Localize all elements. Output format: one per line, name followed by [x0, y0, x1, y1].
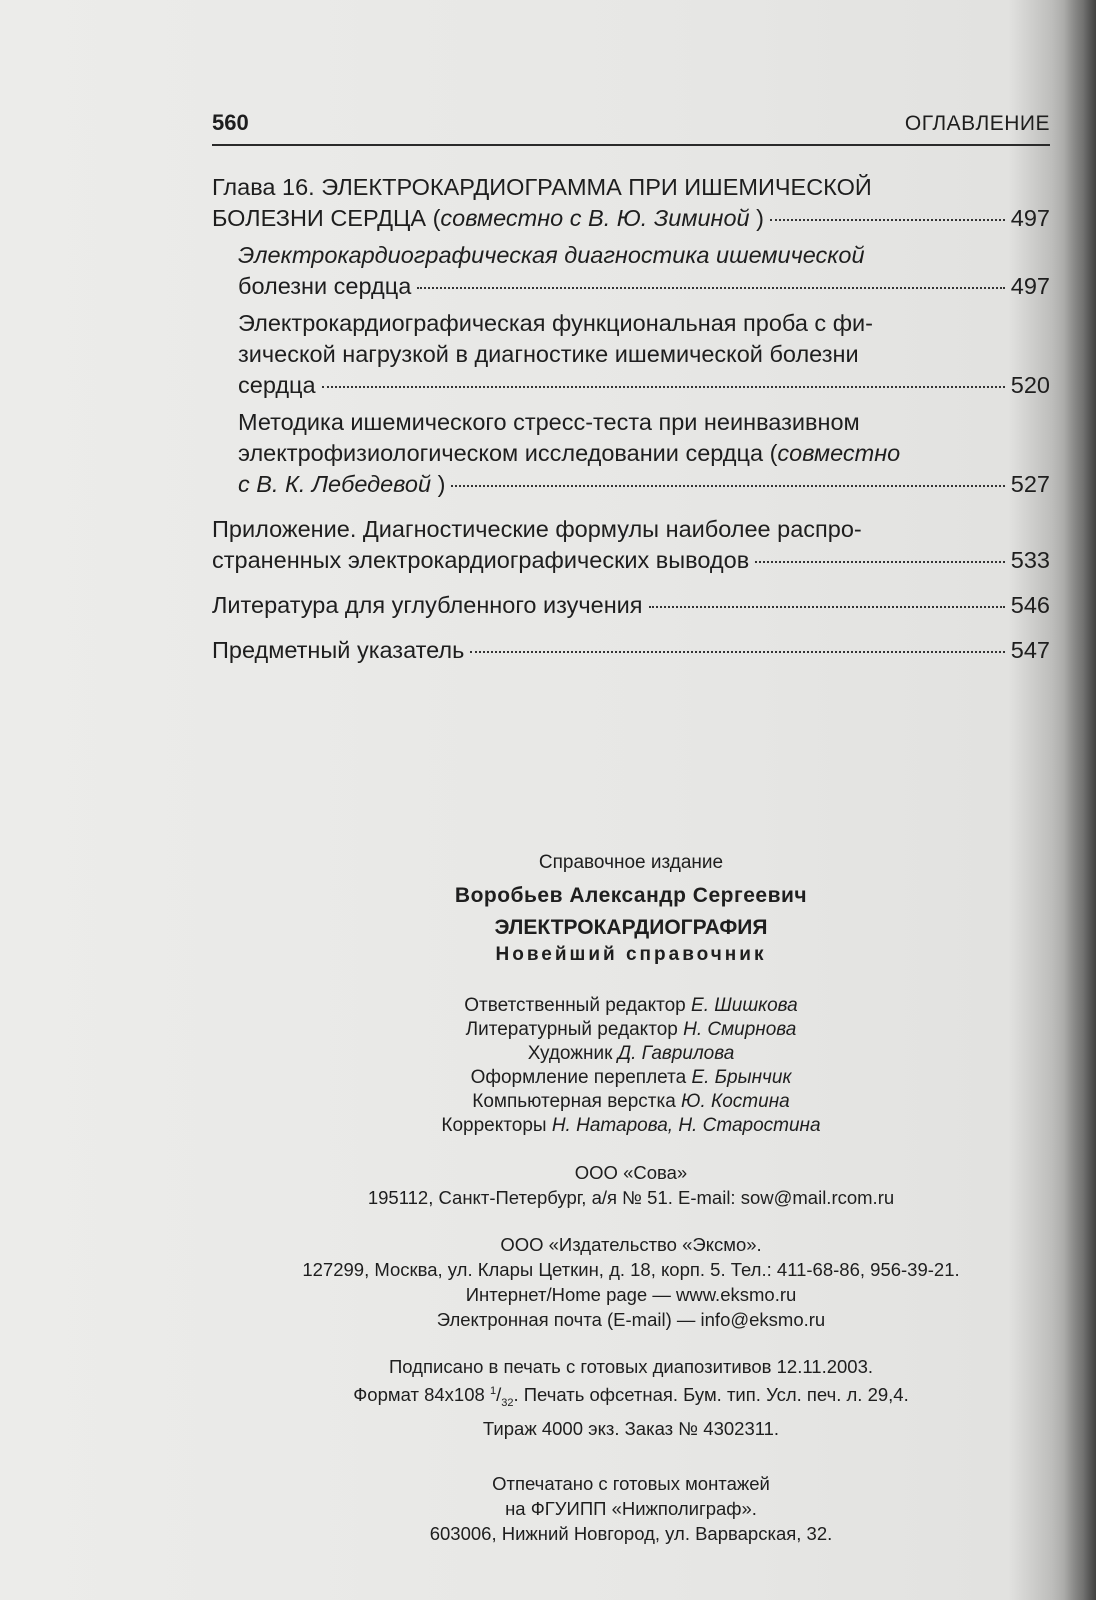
toc-entry-last-line — [212, 203, 1050, 234]
credit-role: Литературный редактор — [465, 1019, 684, 1040]
dot-leader — [649, 606, 1005, 608]
toc-coauthor: совместно с В. Ю. Зиминой — [440, 205, 750, 231]
credit-line — [212, 1066, 1050, 1090]
format-fraction-bottom: 32 — [501, 1396, 514, 1409]
toc-coauthor: совместно — [777, 440, 901, 466]
credit-name: Н. Натарова, Н. Старостина — [551, 1115, 821, 1136]
author-name: Воробьев Александр Сергеевич — [454, 884, 808, 907]
format-text: . Печать офсетная. Бум. тип. Усл. печ. л. 29,4. — [513, 1384, 909, 1406]
toc-text: электрофизиологическом исследовании сердца ( — [238, 440, 778, 466]
credit-role: Оформление переплета — [470, 1067, 692, 1088]
dot-leader — [470, 651, 1004, 653]
credit-name: Ю. Костина — [681, 1091, 790, 1112]
toc-entry-appendix — [212, 514, 1050, 576]
toc-entry-line: Приложение. Диагностические формулы наиболее распро- — [212, 516, 862, 542]
toc-entry-last-line — [212, 545, 1050, 576]
toc-text: ) — [431, 471, 446, 497]
toc-entry-last-line — [238, 271, 1050, 302]
print-run: Тираж 4000 экз. Заказ № 4302311. — [482, 1417, 780, 1439]
publisher-address: 127299, Москва, ул. Клары Цеткин, д. 18, корп. 5. Тел.: 411-68-86, 956-39-21. — [302, 1259, 960, 1280]
toc-entry-last-line — [212, 590, 1050, 621]
toc-entry-line: зической нагрузкой в диагностике ишемической болезни — [238, 341, 859, 367]
publisher-sova — [212, 1160, 1050, 1210]
toc-entry-last-line — [238, 469, 1050, 500]
credits-list — [212, 994, 1050, 1138]
toc-entry-literature — [212, 590, 1050, 621]
toc-entry-ischemic-stress-method — [212, 407, 1050, 500]
credit-line — [212, 1114, 1050, 1138]
toc-entry-last-line — [212, 635, 1050, 666]
edition-kind: Справочное издание — [538, 852, 724, 873]
toc-entry-chapter-16 — [212, 172, 1050, 234]
credit-name: Е. Брынчик — [691, 1067, 792, 1088]
credit-role: Корректоры — [441, 1115, 552, 1136]
running-header — [212, 108, 1050, 146]
credit-role: Компьютерная верстка — [472, 1091, 682, 1112]
toc-entry-line — [238, 438, 1050, 469]
toc-text: БОЛЕЗНИ СЕРДЦА ( — [212, 205, 441, 231]
credit-name: Е. Шишкова — [691, 995, 798, 1016]
toc-page-number: 497 — [1010, 273, 1050, 299]
toc-entry-text: Предметный указатель — [212, 637, 465, 663]
dot-leader — [322, 386, 1005, 388]
credit-line — [212, 1042, 1050, 1066]
book-subtitle: Новейший справочник — [495, 944, 767, 965]
toc-entry-text — [238, 469, 445, 500]
credit-role: Художник — [527, 1043, 618, 1064]
imprint-block — [212, 852, 1050, 1546]
credit-name: Д. Гаврилова — [617, 1043, 735, 1064]
signed-to-print: Подписано в печать с готовых диапозитивов 12.11.2003. — [389, 1356, 873, 1377]
dot-leader — [451, 485, 1004, 487]
toc-page-number: 497 — [1010, 205, 1050, 231]
credit-line — [212, 1018, 1050, 1042]
toc-page-number: 547 — [1010, 637, 1050, 663]
toc-entry-text: страненных электрокардиографических выводов — [212, 547, 750, 573]
publisher-eksmo — [212, 1232, 1050, 1332]
credit-name: Н. Смирнова — [683, 1019, 797, 1040]
dot-leader — [755, 561, 1005, 563]
toc-entry-ecg-diagnosis — [212, 240, 1050, 302]
printer-line: на ФГУИПП «Нижполиграф». — [505, 1497, 757, 1519]
toc-entry-text — [212, 203, 764, 234]
running-title: ОГЛАВЛЕНИЕ — [904, 112, 1050, 135]
publisher-email: Электронная почта (E-mail) — info@eksmo.ru — [436, 1309, 826, 1330]
toc-page-number: 546 — [1010, 592, 1050, 618]
toc-entry-text: сердца — [238, 372, 316, 398]
binding-shadow — [1064, 0, 1096, 1600]
toc-entry-subject-index — [212, 635, 1050, 666]
toc-entry-stress-test — [212, 308, 1050, 401]
page-number: 560 — [212, 110, 249, 135]
print-format: Формат 84x108 $^1/_{32}$. Печать офсетная. Бум. тип. Усл. печ. л. 29,4. — [353, 1384, 909, 1409]
toc-page-number: 533 — [1010, 547, 1050, 573]
printer-address: 603006, Нижний Новгород, ул. Варварская, 32. — [429, 1522, 833, 1544]
credit-line — [212, 1090, 1050, 1114]
credit-role: Ответственный редактор — [464, 995, 692, 1016]
format-fraction-top: 1 — [489, 1385, 497, 1397]
credit-line — [212, 994, 1050, 1018]
print-details — [212, 1354, 1050, 1441]
toc-entry-text: Литература для углубленного изучения — [212, 592, 643, 618]
publisher-address: 195112, Санкт-Петербург, а/я № 51. E-mail: sow@mail.rcom.ru — [367, 1187, 895, 1208]
toc-entry-last-line — [238, 370, 1050, 401]
toc-entry-line: Глава 16. ЭЛЕКТРОКАРДИОГРАММА ПРИ ИШЕМИЧЕСКОЙ — [212, 174, 872, 200]
toc-text: ) — [749, 205, 764, 231]
toc-entry-line: Электрокардиографическая функциональная проба с фи- — [238, 310, 873, 336]
publisher-web: Интернет/Home page — www.eksmo.ru — [465, 1284, 797, 1305]
printer-line: Отпечатано с готовых монтажей — [492, 1472, 770, 1494]
toc-coauthor: с В. К. Лебедевой — [238, 471, 432, 497]
format-text: Формат 84x108 — [353, 1384, 490, 1406]
dot-leader — [417, 287, 1005, 289]
dot-leader — [770, 219, 1005, 221]
publisher-name: ООО «Издательство «Эксмо». — [500, 1234, 762, 1255]
toc-page-number: 527 — [1010, 471, 1050, 497]
publisher-name: ООО «Сова» — [574, 1162, 688, 1183]
toc-entry-line: Методика ишемического стресс-теста при неинвазивном — [238, 409, 860, 435]
toc-entry-text: болезни сердца — [238, 273, 412, 299]
toc-page-number: 520 — [1010, 372, 1050, 398]
table-of-contents — [212, 172, 1050, 666]
printer-details — [212, 1471, 1050, 1546]
book-title: ЭЛЕКТРОКАРДИОГРАФИЯ — [494, 916, 768, 939]
toc-entry-line: Электрокардиографическая диагностика ишемической — [238, 242, 865, 268]
